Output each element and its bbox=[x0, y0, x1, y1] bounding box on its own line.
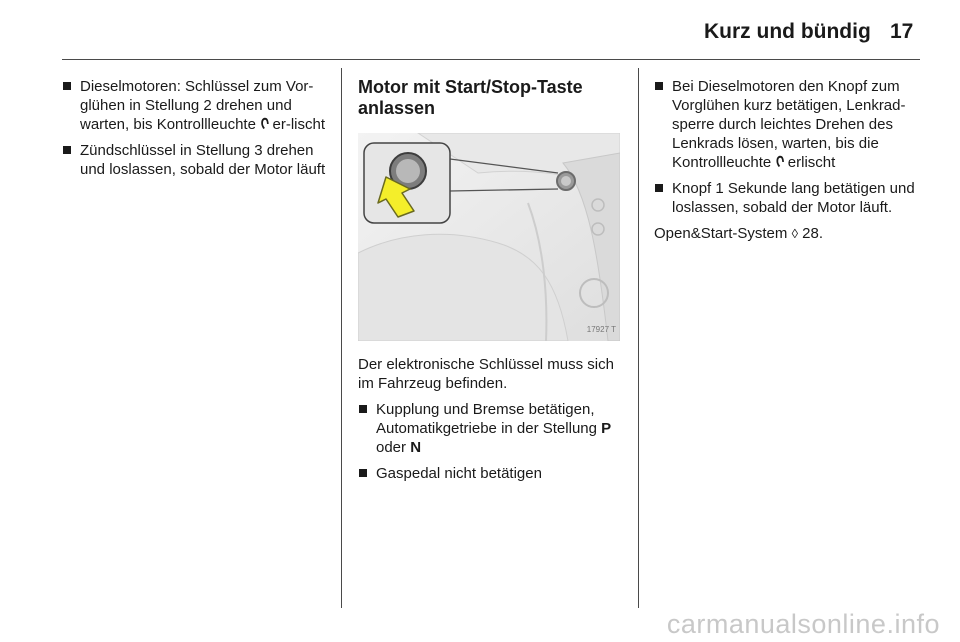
column-divider-2 bbox=[638, 68, 639, 608]
page-number: 17 bbox=[890, 20, 914, 43]
gear-position-n: N bbox=[410, 439, 422, 456]
watermark: carmanualsonline.info bbox=[666, 609, 940, 639]
reference-page: 28. bbox=[798, 225, 824, 242]
list-item-text: Zündschlüssel in Stellung 3 drehen und loslassen, sobald der Motor läuft bbox=[80, 142, 326, 178]
figure-code: 17927 T bbox=[586, 325, 616, 334]
list-item bbox=[654, 179, 926, 217]
list-item bbox=[62, 141, 327, 179]
dashboard-illustration bbox=[358, 133, 620, 341]
cross-reference[interactable] bbox=[654, 224, 926, 243]
list-item-text-end: er-lischt bbox=[268, 116, 326, 133]
list-item-text: Knopf 1 Sekunde lang betätigen und loslassen, sobald der Motor läuft. bbox=[672, 180, 915, 216]
header-divider bbox=[62, 59, 920, 60]
page-reference-icon: ◊ bbox=[791, 226, 798, 241]
column-1 bbox=[62, 77, 327, 186]
list-item-text-middle: oder bbox=[376, 439, 411, 456]
list-item-text: Kupplung und Bremse betätigen, Automatikgetriebe in der Stellung bbox=[376, 401, 602, 437]
column-divider-1 bbox=[341, 68, 342, 608]
list-item bbox=[62, 77, 327, 134]
bullet-square-icon bbox=[655, 184, 663, 192]
bullet-square-icon bbox=[359, 405, 367, 413]
reference-text: Open&Start-System bbox=[654, 225, 792, 242]
list-item bbox=[358, 400, 626, 457]
list-item-text: Bei Dieselmotoren den Knopf zum Vorglühen kurz betätigen, Lenkrad-sperre durch leichtes Drehen des Lenkrads lösen, warten, bis die Kontrollleuchte bbox=[672, 78, 906, 171]
bullet-square-icon bbox=[655, 82, 663, 90]
bullet-square-icon bbox=[63, 82, 71, 90]
bullet-square-icon bbox=[359, 469, 367, 477]
glow-plug-icon: ᢉ bbox=[775, 154, 784, 171]
list-item-text: Gaspedal nicht betätigen bbox=[376, 465, 542, 482]
column-2 bbox=[358, 77, 626, 490]
list-item bbox=[358, 464, 626, 483]
start-stop-button-illustration bbox=[358, 133, 620, 341]
section-title: Motor mit Start/Stop-Taste anlassen bbox=[358, 77, 583, 118]
intro-paragraph: Der elektronische Schlüssel muss sich im Fahrzeug befinden. bbox=[358, 356, 614, 392]
list-item bbox=[654, 77, 926, 172]
list-item-text-end: erlischt bbox=[783, 154, 836, 171]
glow-plug-icon: ᢉ bbox=[260, 116, 269, 133]
list-item-text: Dieselmotoren: Schlüssel zum Vor-glühen in Stellung 2 drehen und warten, bis Kontrollleuchte bbox=[80, 78, 314, 133]
bullet-square-icon bbox=[63, 146, 71, 154]
page-header-title: Kurz und bündig bbox=[704, 20, 871, 43]
gear-position-p: P bbox=[601, 420, 612, 437]
column-3 bbox=[654, 77, 926, 243]
